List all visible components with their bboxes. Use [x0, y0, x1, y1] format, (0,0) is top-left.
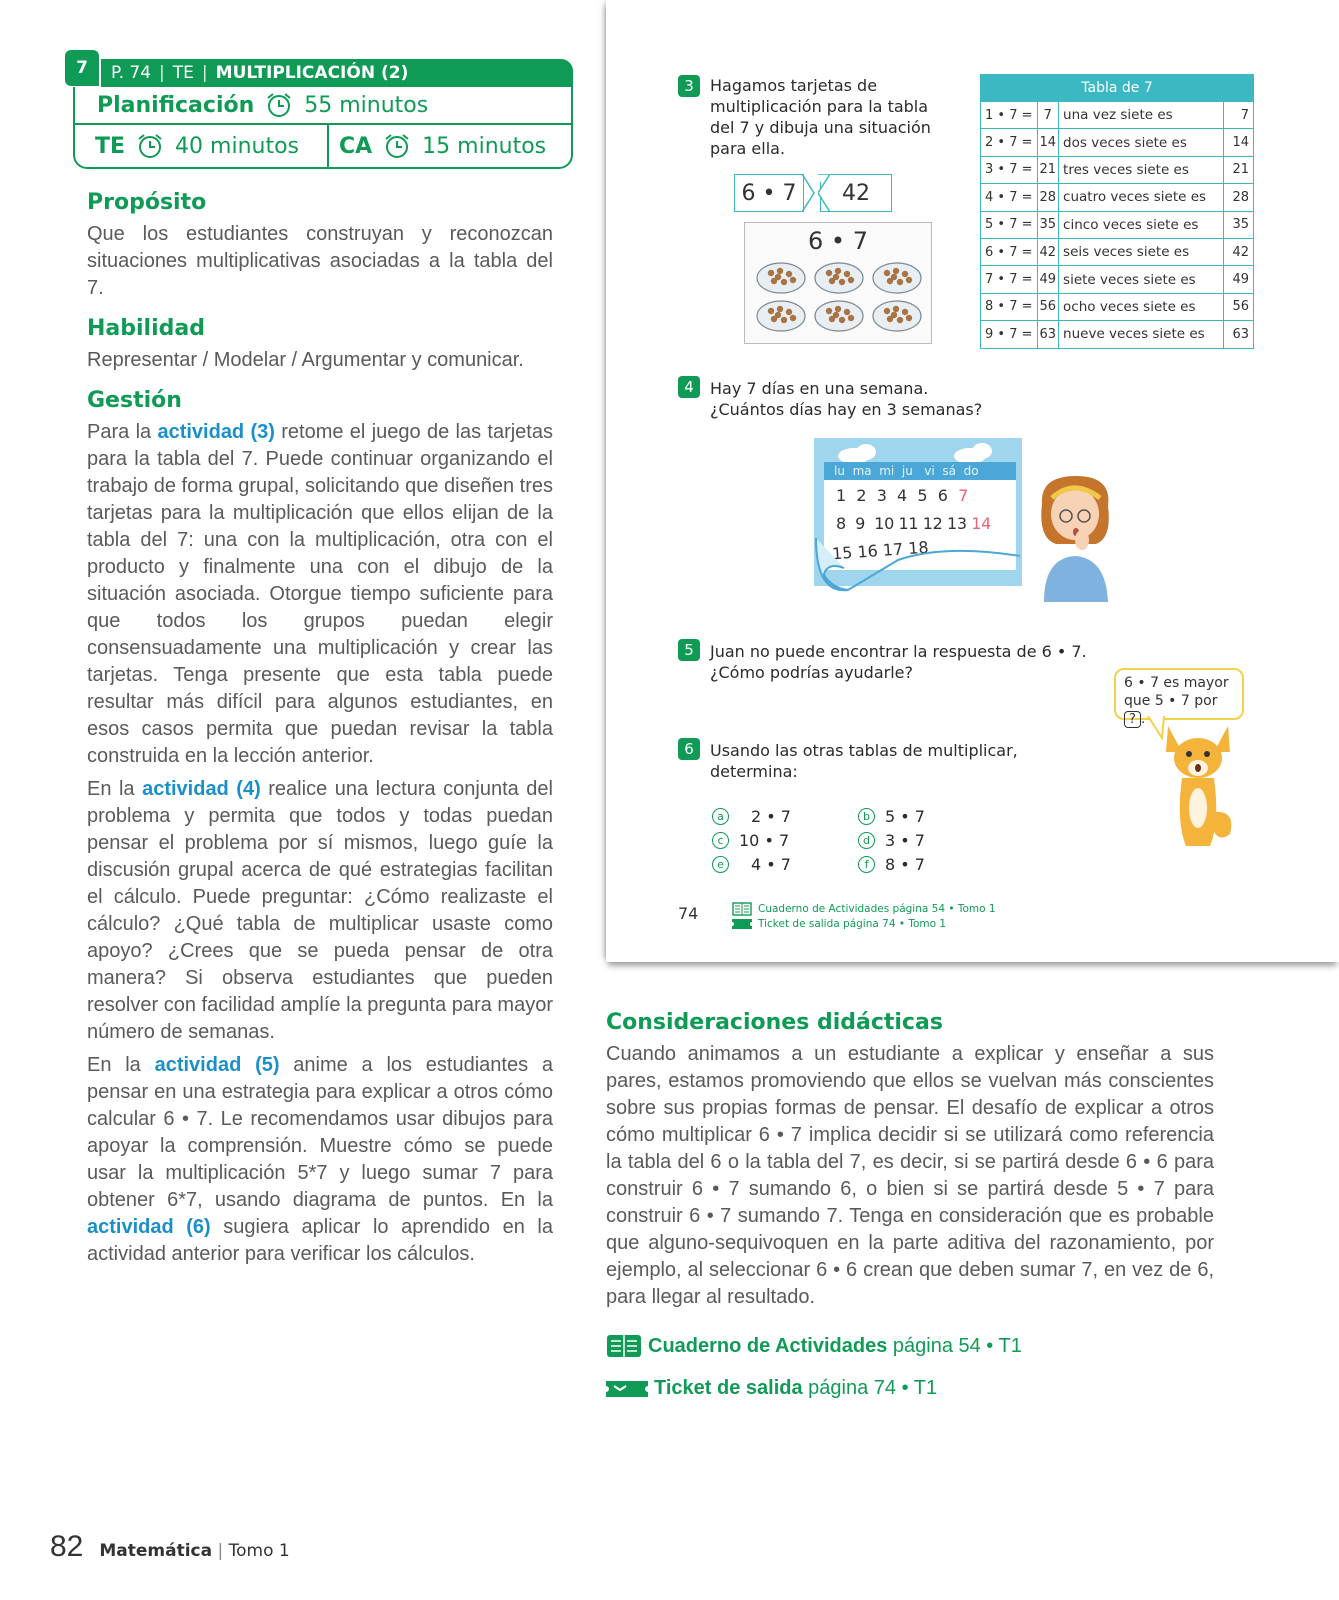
table-row — [981, 102, 1254, 129]
table-phrase-cell: nueve veces siete es — [1059, 321, 1224, 348]
lesson-title-bar — [101, 59, 573, 87]
table-product-cell: 21 — [1037, 156, 1059, 183]
table-title: Tabla de 7 — [981, 75, 1254, 102]
table-expression-cell: 2 • 7 = — [981, 129, 1038, 156]
table-expression-cell: 8 • 7 = — [981, 293, 1038, 320]
activity-number: 5 — [678, 639, 700, 661]
table-result-cell: 7 — [1224, 102, 1254, 129]
multiplication-card: 6 • 7 — [734, 174, 804, 212]
drawing-card — [744, 222, 932, 344]
question-mark-box: ? — [1124, 711, 1141, 728]
calendar-week-2 — [836, 514, 991, 533]
ticket-icon — [606, 1378, 648, 1400]
text: sugiera aplicar lo aprendido en la actividad anterior para verificar los cálculos. — [87, 1216, 553, 1265]
bubble-line-1: 6 • 7 es mayor — [1124, 675, 1229, 691]
reference-rest: página 74 • T1 — [802, 1377, 938, 1399]
habilidad-text: Representar / Modelar / Argumentar y comunicar. — [87, 349, 524, 371]
table-phrase-cell: dos veces siete es — [1059, 129, 1224, 156]
table-expression-cell: 9 • 7 = — [981, 321, 1038, 348]
table-expression-cell: 4 • 7 = — [981, 184, 1038, 211]
table-row — [981, 156, 1254, 183]
table-result-cell: 49 — [1224, 266, 1254, 293]
sunday-day: 14 — [971, 514, 991, 533]
consideraciones-text: Cuando animamos a un estudiante a explicar y enseñar a sus pares, estamos promoviendo que ellos se vuelvan más conscientes sobre sus propias formas de pensar. El desafío de explicar a otros cómo multiplicar 6 • 7 implica decidir si se utilizará como referencia la tabla del 6 o la tabla del 7, es decir, si se partirá desde 6 • 6 para construir 6 • 7 sumando 6, o bien si se partirá desde 5 • 7 para construir 6 • 7 sumando 7. Tenga en consideración que es probable que alguno-sequivoquen en la parte aditiva del razonamiento, por ejemplo, al seleccionar 6 • 6 crean que deben sumar 7, en vez de 6, para llegar al resultado. — [606, 1043, 1214, 1308]
planning-row — [75, 87, 571, 125]
reference-rest: página 54 • T1 — [887, 1334, 1022, 1357]
table-row — [981, 129, 1254, 156]
table-expression-cell: 1 • 7 = — [981, 102, 1038, 129]
option-expression: 8 • 7 — [885, 855, 925, 874]
days: 1 2 3 4 5 6 — [836, 486, 948, 505]
option-expression: 5 • 7 — [885, 807, 925, 826]
table-phrase-cell: ocho veces siete es — [1059, 293, 1224, 320]
option-b — [858, 807, 925, 826]
table-product-cell: 56 — [1037, 293, 1059, 320]
text-type: TE — [172, 63, 194, 83]
table-product-cell: 49 — [1037, 266, 1059, 293]
option-d — [858, 831, 925, 850]
table-product-cell: 35 — [1037, 211, 1059, 238]
table-row — [981, 293, 1254, 320]
cuaderno-reference — [606, 1333, 1214, 1359]
table-result-cell: 14 — [1224, 129, 1254, 156]
page-ref: P. 74 — [111, 63, 152, 83]
reference-bold: Ticket de salida — [654, 1377, 803, 1399]
reference-text — [654, 1377, 937, 1400]
sunday-day: 7 — [958, 486, 969, 505]
table-product-cell: 42 — [1037, 238, 1059, 265]
speech-bubble — [1114, 668, 1244, 727]
table-result-cell: 28 — [1224, 184, 1254, 211]
table-expression-cell: 3 • 7 = — [981, 156, 1038, 183]
option-letter: d — [858, 832, 875, 849]
option-expression: 4 • 7 — [751, 855, 791, 874]
gestion-paragraph-2 — [87, 776, 553, 1046]
product-card: 42 — [820, 174, 892, 212]
time-split-row — [75, 125, 571, 167]
ca-time: 15 minutos — [422, 133, 547, 159]
table-result-cell: 42 — [1224, 238, 1254, 265]
alarm-clock-icon — [135, 132, 165, 160]
table-result-cell: 35 — [1224, 211, 1254, 238]
card-notch — [818, 174, 832, 212]
lesson-title: MULTIPLICACIÓN (2) — [215, 63, 409, 83]
reference-text — [648, 1335, 1022, 1358]
consideraciones-section — [606, 1010, 1214, 1400]
activity-4-line-2: ¿Cuántos días hay en 3 semanas? — [710, 400, 983, 419]
bubble-text: que 5 • 7 por — [1124, 693, 1218, 709]
text: anime a los estudiantes a pensar en una estrategia para explicar a otros cómo calcular 6 • 7. Le recomendamos usar dibujos para apoyar la comprensión. Muestre cómo se puede usar la multiplicación 5*7 y luego sumar 7 para obtener 6*7, usando diagrama de puntos. En la — [87, 1054, 553, 1211]
table-product-cell: 28 — [1037, 184, 1059, 211]
multiplication-table-7 — [980, 74, 1254, 349]
table-row — [981, 321, 1254, 348]
text: Para la — [87, 421, 158, 443]
table-result-cell: 56 — [1224, 293, 1254, 320]
table-phrase-cell: seis veces siete es — [1059, 238, 1224, 265]
table-result-cell: 21 — [1224, 156, 1254, 183]
activity-6-line-1: Usando las otras tablas de multiplicar, — [710, 741, 1018, 760]
planning-time: 55 minutos — [304, 92, 429, 118]
text: En la — [87, 1054, 155, 1076]
ca-label: CA — [339, 133, 373, 159]
proposito-heading: Propósito — [87, 190, 207, 215]
te-label: TE — [95, 133, 126, 159]
student-page-thumbnail — [606, 0, 1339, 962]
option-expression: 2 • 7 — [751, 807, 791, 826]
table-row — [981, 266, 1254, 293]
table-phrase-cell: cuatro veces siete es — [1059, 184, 1224, 211]
table-row — [981, 211, 1254, 238]
calendar-page-curl — [814, 534, 1022, 600]
option-e — [712, 855, 791, 874]
separator: | — [159, 63, 165, 83]
te-time: 40 minutos — [175, 133, 300, 159]
option-letter: f — [858, 856, 875, 873]
text: realice una lectura conjunta del problema y permita que todos y todas puedan pensar el problema por sí mismos, luego guíe la discusión grupal acerca de qué estrategias facilitan el cálculo. Puede preguntar: ¿Cómo realizaste el cálculo? ¿Qué tabla de multiplicar usaste como apoyo? ¿Crees que se pueda pensar de otra manera? Si observa estudiantes que pueden resolver con facilidad amplíe la pregunta para mayor número de semanas. — [87, 778, 553, 1043]
table-product-cell: 14 — [1037, 129, 1059, 156]
teacher-guide-column — [87, 190, 553, 1274]
activity-5-line-1: Juan no puede encontrar la respuesta de 6 • 7. — [710, 642, 1087, 661]
table-body — [981, 102, 1254, 349]
separator: | — [217, 1541, 224, 1561]
tomo: Tomo 1 — [228, 1541, 290, 1561]
activity-5-line-2: ¿Cómo podrías ayudarle? — [710, 663, 913, 682]
table-expression-cell: 7 • 7 = — [981, 266, 1038, 293]
lesson-number-badge: 7 — [65, 50, 99, 86]
time-planning-box — [73, 87, 573, 169]
girl-thinking-illustration — [1030, 472, 1120, 602]
consideraciones-heading: Consideraciones didácticas — [606, 1010, 943, 1035]
book-title — [99, 1541, 289, 1561]
reference-text: Cuaderno de Actividades página 54 • Tomo 1 — [758, 903, 996, 915]
table-phrase-cell: cinco veces siete es — [1059, 211, 1224, 238]
option-c — [712, 831, 789, 850]
option-letter: a — [712, 808, 729, 825]
option-expression: 10 • 7 — [739, 831, 790, 850]
bubble-period: . — [1140, 711, 1146, 727]
option-letter: b — [858, 808, 875, 825]
habilidad-heading: Habilidad — [87, 316, 205, 341]
activity-ref: actividad (3) — [157, 421, 275, 443]
activity-number: 4 — [678, 376, 700, 398]
reference-text: Ticket de salida página 74 • Tomo 1 — [758, 918, 947, 930]
student-page-number: 74 — [678, 904, 699, 923]
option-letter: e — [712, 856, 729, 873]
planning-label: Planificación — [97, 92, 255, 118]
reference-bold: Cuaderno de Actividades — [648, 1334, 888, 1357]
activity-number: 3 — [678, 75, 700, 97]
option-a — [712, 807, 791, 826]
text: En la — [87, 778, 143, 800]
activity-6-line-2: determina: — [710, 762, 798, 781]
gestion-heading: Gestión — [87, 388, 182, 413]
activity-4-line-1: Hay 7 días en una semana. — [710, 379, 929, 398]
activity-3-text: Hagamos tarjetas de multiplicación para la tabla del 7 y dibuja una situación para ella. — [710, 76, 931, 158]
page-footer — [50, 1530, 290, 1564]
drawing-card-title: 6 • 7 — [808, 227, 868, 255]
ca-cell — [327, 125, 571, 167]
te-cell — [75, 125, 327, 167]
proposito-text: Que los estudiantes construyan y reconozcan situaciones multiplicativas asociadas a la tabla del 7. — [87, 223, 553, 299]
table-phrase-cell: siete veces siete es — [1059, 266, 1224, 293]
activity-number: 6 — [678, 738, 700, 760]
ticket-reference-small — [732, 918, 946, 930]
option-f — [858, 855, 925, 874]
ticket-reference — [606, 1377, 1214, 1400]
calendar-illustration — [814, 438, 1022, 600]
separator: | — [201, 63, 208, 83]
cuaderno-reference-small — [732, 902, 996, 916]
book-name: Matemática — [99, 1541, 213, 1561]
calendar-week-3: 15 16 17 18 — [831, 537, 930, 564]
ticket-icon — [732, 918, 752, 930]
text: retome el juego de las tarjetas para la tabla del 7. Puede continuar organizando el trabajo de forma grupal, solicitando que diseñen tres tarjetas para la multiplicación que ellos elijan de la tabla del 7: una con la multiplicación, otra con el producto y finalmente una con el dibujo de la situación asociada. Otorgue tiempo suficiente para que todos los grupos puedan elegir consensuadamente una multiplicación y crear las tarjetas. Tenga presente que esta tabla puede resultar más difícil para algunos estudiantes, en esos casos permita que puedan revisar la tabla construida en la lección anterior. — [87, 421, 553, 767]
table-expression-cell: 6 • 7 = — [981, 238, 1038, 265]
calendar-weekdays: lu ma mi ju vi sá do — [824, 462, 1016, 480]
table-result-cell: 63 — [1224, 321, 1254, 348]
days: 8 9 10 11 12 13 — [836, 514, 967, 533]
table-row — [981, 238, 1254, 265]
table-product-cell: 63 — [1037, 321, 1059, 348]
alarm-clock-icon — [264, 91, 294, 119]
activity-ref: actividad (5) — [154, 1054, 280, 1076]
table-phrase-cell: una vez siete es — [1059, 102, 1224, 129]
option-expression: 3 • 7 — [885, 831, 925, 850]
notebook-icon — [732, 902, 752, 916]
calendar-week-1 — [836, 486, 968, 505]
page-number: 82 — [50, 1530, 84, 1563]
activity-ref: actividad (6) — [87, 1216, 211, 1238]
table-row — [981, 184, 1254, 211]
option-letter: c — [712, 832, 729, 849]
fox-character-illustration — [1158, 722, 1238, 852]
table-product-cell: 7 — [1037, 102, 1059, 129]
card-notch — [802, 174, 816, 212]
alarm-clock-icon — [382, 132, 412, 160]
notebook-icon — [606, 1333, 642, 1359]
activity-ref: actividad (4) — [142, 778, 261, 800]
gestion-paragraph-3 — [87, 1052, 553, 1268]
plates-with-cookies-illustration — [753, 259, 925, 339]
gestion-paragraph-1 — [87, 419, 553, 770]
table-expression-cell: 5 • 7 = — [981, 211, 1038, 238]
table-phrase-cell: tres veces siete es — [1059, 156, 1224, 183]
